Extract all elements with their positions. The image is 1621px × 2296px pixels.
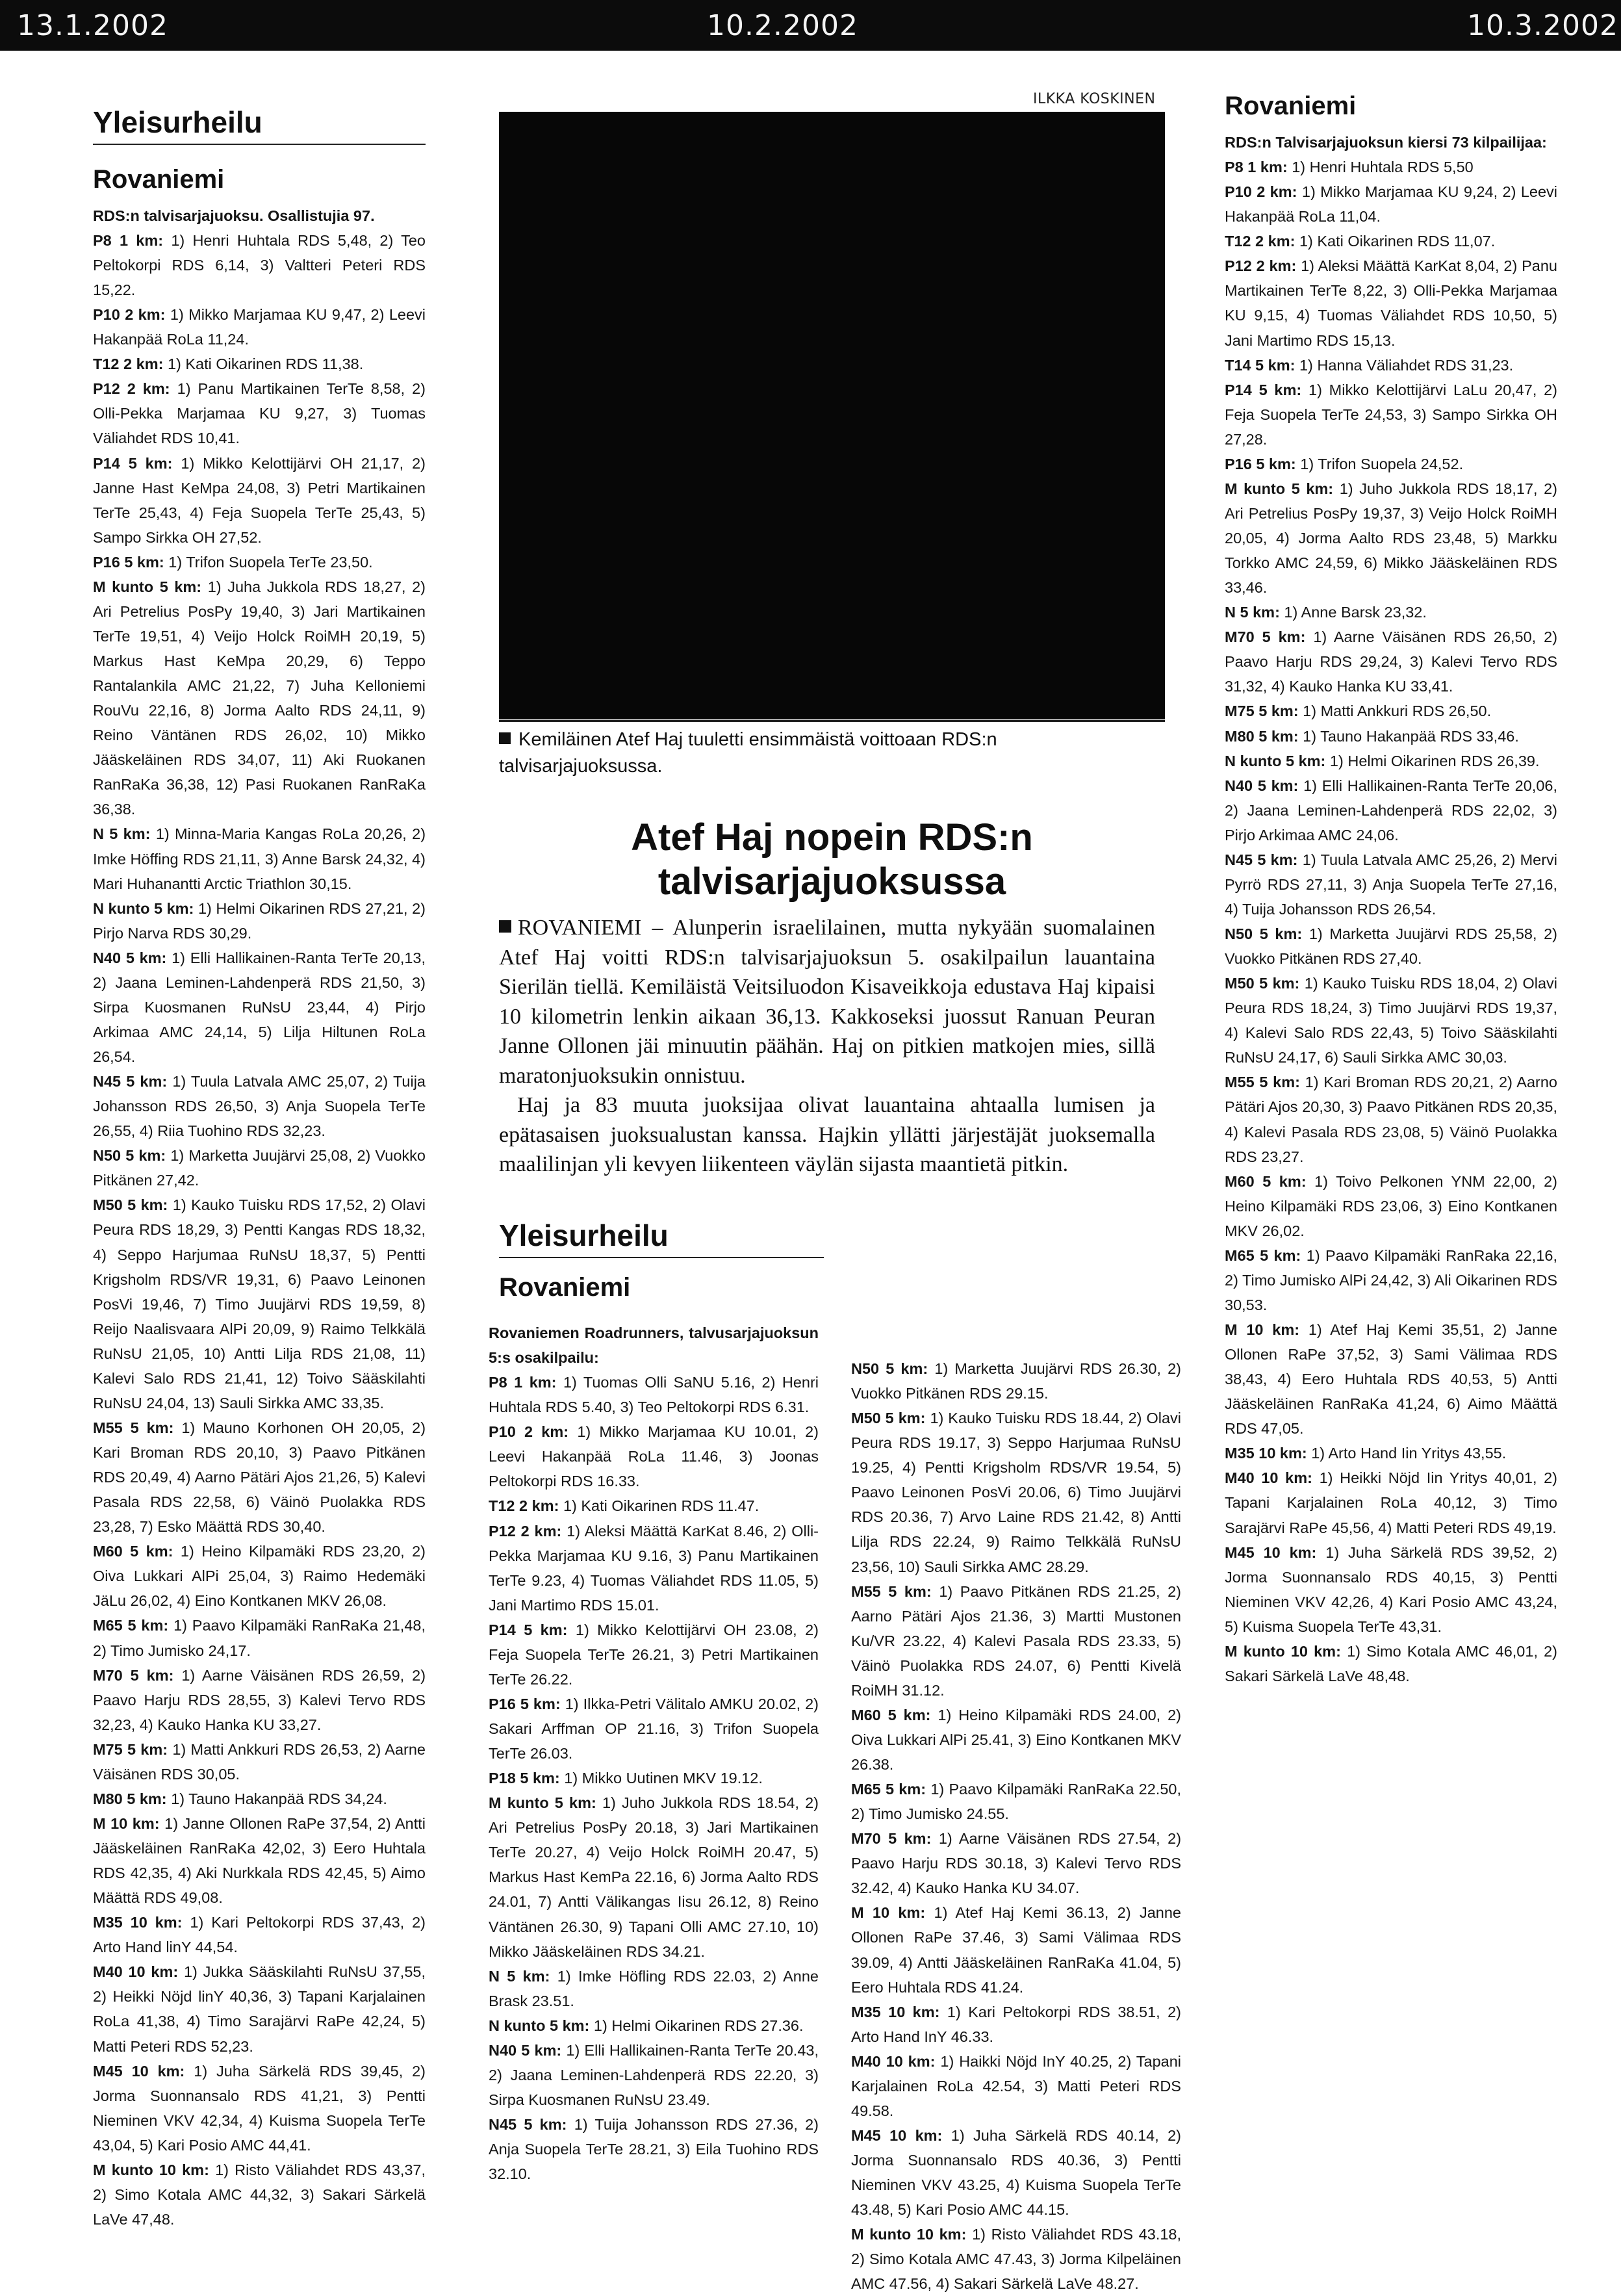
result-class-label: N kunto 5 km: <box>489 2017 590 2034</box>
result-class-label: M60 5 km: <box>1225 1172 1307 1190</box>
result-text: 1) Atef Haj Kemi 36.13, 2) Janne Ollonen RaPe 37.46, 3) Sami Välimaa RDS 39.09, 4) Antti Jääskeläinen RanRaKa 41.04, 5) Eero Huhtala RDS 41.24. <box>851 1904 1182 1996</box>
middle-results-b-list <box>851 1356 1181 2296</box>
result-entry <box>93 1786 426 1811</box>
result-text: 1) Kari Peltokorpi RDS 38.51, 2) Arto Hand InY 46.33. <box>851 2003 1182 2045</box>
result-entry <box>1225 699 1557 723</box>
result-entry <box>851 1900 1181 1999</box>
result-entry <box>489 2038 819 2112</box>
result-entry <box>489 1370 819 1419</box>
result-class-label: M65 5 km: <box>93 1617 169 1634</box>
result-entry <box>1225 847 1557 922</box>
result-text: 1) Kati Oikarinen RDS 11.47. <box>563 1497 759 1515</box>
result-entry <box>851 1703 1181 1777</box>
result-text: 1) Elli Hallikainen-Ranta TerTe 20.43, 2) Jaana Leminen-Lahdenperä RDS 22.20, 3) Sirpa Kuosmanen RuNsU 23.49. <box>489 2041 819 2108</box>
result-text: 1) Juho Jukkola RDS 18,17, 2) Ari Petrelius PosPy 19,37, 3) Veijo Holck RoiMH 20,05, 4) Jorma Aalto RDS 23,48, 5) Markku Torkko AMC 24,59, 6) Mikko Jääskeläinen RDS 33,46. <box>1225 480 1558 597</box>
result-text: 1) Jukka Sääskilahti RuNsU 37,55, 2) Heikki Nöjd linY 40,36, 3) Tapani Karjalainen RoLa 41,38, 4) Timo Sarajärvi RaPe 42,24, 5) Matti Peteri RDS 52,23. <box>93 1963 426 2055</box>
result-class-label: M kunto 10 km: <box>851 2226 967 2243</box>
result-entry <box>93 1539 426 1613</box>
result-class-label: P18 5 km: <box>489 1770 560 1787</box>
result-entry <box>1225 1317 1557 1441</box>
result-text: 1) Arto Hand Iin Yritys 43,55. <box>1311 1445 1507 1462</box>
result-text: 1) Tauno Hakanpää RDS 33,46. <box>1303 727 1519 745</box>
result-entry <box>489 1493 819 1518</box>
middle-results-b-column <box>851 1356 1181 2296</box>
result-entry <box>93 550 426 574</box>
result-entry <box>1225 625 1557 699</box>
result-class-label: M 10 km: <box>93 1814 160 1832</box>
article-body <box>499 913 1155 1180</box>
result-entry <box>1225 600 1557 625</box>
result-text: 1) Anne Barsk 23,32. <box>1284 604 1427 621</box>
result-entry <box>93 1613 426 1662</box>
result-class-label: P16 5 km: <box>1225 455 1296 472</box>
result-entry <box>93 1811 426 1910</box>
result-entry <box>93 2158 426 2232</box>
middle-section-rule <box>499 1257 824 1258</box>
result-class-label: N40 5 km: <box>489 2041 562 2059</box>
result-text: 1) Helmi Oikarinen RDS 27.36. <box>593 2017 804 2034</box>
result-text: 1) Matti Ankkuri RDS 26,50. <box>1303 703 1492 720</box>
result-entry <box>1225 1243 1557 1317</box>
result-entry <box>851 2222 1181 2296</box>
result-class-label: M 10 km: <box>851 1904 926 1922</box>
result-entry <box>1225 1070 1557 1168</box>
result-class-label: P16 5 km: <box>489 1695 561 1712</box>
result-class-label: M40 10 km: <box>1225 1469 1312 1487</box>
result-entry <box>93 1910 426 1959</box>
article-paragraph-1: ROVANIEMI – Alunperin israelilainen, mutta nykyään suomalainen Atef Haj voitti RDS:n talvisarjajuoksun 5. osakilpailun lauantaina Sierilän tiellä. Kemiläistä Veitsiluodon Kisaveikkoja edustava Haj kipaisi 10 kilometrin lenkin aikaan 36,13. Kakkoseksi juossut Ranuan Peuran Janne Ollonen jäi minuutin päähän. Haj on pitkien matkojen mies, sillä maratonjuoksukin onnistuu. <box>499 916 1155 1088</box>
result-class-label: M55 5 km: <box>851 1582 932 1600</box>
result-text: 1) Trifon Suopela TerTe 23,50. <box>168 553 373 571</box>
result-class-label: M65 5 km: <box>851 1781 926 1798</box>
result-entry <box>1225 155 1557 179</box>
result-class-label: P8 1 km: <box>489 1374 557 1391</box>
result-entry <box>93 1069 426 1143</box>
result-entry <box>93 1737 426 1786</box>
result-text: 1) Heikki Nöjd Iin Yritys 40,01, 2) Tapani Karjalainen RoLa 40,12, 3) Timo Sarajärvi RaPe 45,56, 4) Matti Peteri RDS 49,19. <box>1225 1469 1558 1536</box>
result-text: 1) Kati Oikarinen RDS 11,07. <box>1299 233 1496 250</box>
result-text: RDS:n talvisarjajuoksu. Osallistujia 97. <box>93 207 375 224</box>
result-entry <box>489 2013 819 2038</box>
result-entry <box>489 1618 819 1692</box>
result-text: 1) Hanna Väliahdet RDS 31,23. <box>1299 356 1514 374</box>
result-class-label: N 5 km: <box>1225 604 1280 621</box>
result-class-label: N 5 km: <box>93 825 151 843</box>
result-class-label: P16 5 km: <box>93 553 164 571</box>
result-class-label: M kunto 5 km: <box>1225 480 1334 497</box>
middle-results-a-column <box>489 1321 819 2186</box>
result-class-label: T12 2 km: <box>489 1497 559 1515</box>
result-class-label: M80 5 km: <box>93 1790 167 1807</box>
result-entry <box>93 1415 426 1539</box>
result-text: 1) Mikko Marjamaa KU 9,24, 2) Leevi Hakanpää RoLa 11,04. <box>1225 183 1558 226</box>
result-text: 1) Minna-Maria Kangas RoLa 20,26, 2) Imke Höffing RDS 21,11, 3) Anne Barsk 24,32, 4) Mari Huhanantti Arctic Triathlon 30,15. <box>93 825 426 892</box>
result-entry <box>1225 1465 1557 1540</box>
result-entry <box>1225 452 1557 476</box>
result-entry <box>489 1519 819 1618</box>
result-text: 1) Kari Peltokorpi RDS 37,43, 2) Arto Hand linY 44,54. <box>93 1914 426 1956</box>
result-entry <box>93 574 426 822</box>
result-text: 1) Simo Kotala AMC 46,01, 2) Sakari Särkelä LaVe 48,48. <box>1225 1642 1558 1684</box>
result-text: 1) Henri Huhtala RDS 5,48, 2) Teo Peltokorpi RDS 6,14, 3) Valtteri Peteri RDS 15,22. <box>93 231 426 299</box>
result-class-label: M55 5 km: <box>1225 1074 1300 1091</box>
result-class-label: M75 5 km: <box>1225 703 1299 720</box>
result-entry <box>1225 253 1557 352</box>
result-entry <box>489 1321 819 1370</box>
result-text: 1) Kauko Tuisku RDS 18,04, 2) Olavi Peura RDS 18,24, 3) Timo Juujärvi RDS 19,37, 4) Kalevi Salo RDS 22,43, 5) Toivo Sääskilahti RuNsU 24,17, 6) Sauli Sirkka AMC 30,03. <box>1225 975 1557 1066</box>
result-class-label: M45 10 km: <box>1225 1543 1317 1561</box>
bullet-square-icon <box>499 920 511 933</box>
result-class-label: N 5 km: <box>489 1967 550 1985</box>
result-class-label: N50 5 km: <box>851 1360 928 1377</box>
result-class-label: M35 10 km: <box>93 1914 183 1931</box>
result-text: 1) Heino Kilpamäki RDS 23,20, 2) Oiva Lukkari AlPi 25,04, 3) Raimo Hedemäki JäLu 26,02, 4) Eino Kontkanen MKV 26,08. <box>93 1543 426 1610</box>
result-entry <box>851 1777 1181 1826</box>
result-entry <box>489 1790 819 1963</box>
result-entry <box>93 821 426 896</box>
result-entry <box>851 2000 1181 2049</box>
result-entry <box>1225 1169 1557 1243</box>
result-text: 1) Mauno Korhonen OH 20,05, 2) Kari Broman RDS 20,10, 3) Paavo Pitkänen RDS 20,49, 4) Aarno Pätäri Ajos 21,26, 5) Kalevi Pasala RDS 22,58, 6) Väinö Puolakka RDS 23,28, 7) Esko Määttä RDS 30,40. <box>93 1419 426 1536</box>
result-entry <box>1225 773 1557 847</box>
result-entry <box>93 352 426 376</box>
result-text: 1) Marketta Juujärvi RDS 25,58, 2) Vuokko Pitkänen RDS 27,40. <box>1225 925 1557 968</box>
result-class-label: M70 5 km: <box>851 1830 932 1848</box>
result-text: 1) Tauno Hakanpää RDS 34,24. <box>171 1790 387 1807</box>
result-text: 1) Janne Ollonen RaPe 37,54, 2) Antti Jääskeläinen RanRaKa 42,02, 3) Eero Huhtala RDS 42,35, 4) Aki Nurkkala RDS 42,45, 5) Aimo Määttä RDS 49,08. <box>93 1814 426 1907</box>
result-entry <box>93 1959 426 2058</box>
result-class-label: M80 5 km: <box>1225 727 1299 745</box>
result-text: 1) Aleksi Määttä KarKat 8.46, 2) Olli-Pekka Marjamaa KU 9.16, 3) Panu Martikainen TerTe 9.23, 4) Tuomas Väliahdet RDS 11.05, 5) Jani Martimo RDS 15.01. <box>489 1522 819 1614</box>
result-text: 1) Henri Huhtala RDS 5,50 <box>1292 159 1474 176</box>
result-entry <box>851 2123 1181 2222</box>
result-entry <box>1225 179 1557 229</box>
result-entry <box>93 1663 426 1737</box>
result-text: 1) Paavo Kilpamäki RanRaKa 21,48, 2) Timo Jumisko 24,17. <box>93 1617 426 1659</box>
result-entry <box>93 1143 426 1193</box>
result-class-label: M60 5 km: <box>851 1706 931 1723</box>
result-text: 1) Mikko Kelottijärvi OH 21,17, 2) Janne Hast KeMpa 24,08, 3) Petri Martikainen TerTe 25,43, 4) Feja Suopela TerTe 25,43, 5) Sampo Sirkka OH 27,52. <box>93 454 426 546</box>
result-text: 1) Elli Hallikainen-Ranta TerTe 20,06, 2) Jaana Leminen-Lahdenperä RDS 22,02, 3) Pirjo Arkimaa AMC 24,06. <box>1225 777 1558 844</box>
result-entry <box>851 1406 1181 1579</box>
result-text: 1) Haikki Nöjd InY 40.25, 2) Tapani Karjalainen RoLa 42.54, 3) Matti Peteri RDS 49.58. <box>851 2052 1182 2119</box>
result-text: 1) Juha Särkelä RDS 39,45, 2) Jorma Suonnansalo RDS 41,21, 3) Pentti Nieminen VKV 42,34, 4) Kuisma Suopela TerTe 43,04, 5) Kari Posio AMC 44,41. <box>93 2062 426 2154</box>
result-class-label: P8 1 km: <box>93 231 164 249</box>
result-entry <box>851 1826 1181 1900</box>
result-class-label: M kunto 10 km: <box>1225 1642 1341 1660</box>
result-text: 1) Aarne Väisänen RDS 27.54, 2) Paavo Harju RDS 30.18, 3) Kalevi Tervo RDS 32.42, 4) Kauko Hanka KU 34.07. <box>851 1830 1182 1897</box>
right-city-title: Rovaniemi <box>1225 92 1357 120</box>
result-class-label: M40 10 km: <box>851 2052 936 2070</box>
result-text: 1) Juha Särkelä RDS 40.14, 2) Jorma Suonnansalo RDS 40.36, 3) Pentti Nieminen VKV 43.25, 4) Kuisma Suopela TerTe 43.48, 5) Kari Posio AMC 44.15. <box>851 2126 1182 2219</box>
result-class-label: P14 5 km: <box>489 1621 568 1638</box>
result-class-label: P10 2 km: <box>93 306 166 324</box>
result-text: 1) Marketta Juujärvi 25,08, 2) Vuokko Pitkänen 27,42. <box>93 1147 426 1189</box>
result-entry <box>1225 229 1557 253</box>
result-text: 1) Helmi Oikarinen RDS 27,21, 2) Pirjo Narva RDS 30,29. <box>93 899 426 942</box>
result-text: Rovaniemen Roadrunners, talvusarjajuoksun 5:s osakilpailu: <box>489 1324 819 1367</box>
result-text: 1) Helmi Oikarinen RDS 26,39. <box>1329 752 1540 769</box>
left-section-rule <box>93 144 426 145</box>
result-text: 1) Paavo Pitkänen RDS 21.25, 2) Aarno Pätäri Ajos 21.36, 3) Martti Mustonen Ku/VR 23.22, 4) Kalevi Pasala RDS 23.33, 5) Väinö Puolakka RDS 24.07, 6) Pentti Kivelä RoiMH 31.12. <box>851 1582 1182 1699</box>
result-text: 1) Mikko Kelottijärvi LaLu 20,47, 2) Feja Suopela TerTe 24,53, 3) Sampo Sirkka OH 27,28. <box>1225 381 1558 448</box>
middle-section-header <box>499 1219 824 1311</box>
result-text: 1) Mikko Uutinen MKV 19.12. <box>564 1770 763 1787</box>
result-entry <box>489 1766 819 1790</box>
result-entry <box>1225 378 1557 452</box>
middle-city-title: Rovaniemi <box>499 1272 631 1302</box>
result-text: 1) Kauko Tuisku RDS 18.44, 2) Olavi Peura RDS 19.17, 3) Seppo Harjumaa RuNsU 19.25, 4) Pentti Krigsholm RDS/VR 19.54, 5) Paavo Leinonen PosVi 20.06, 6) Timo Juujärvi RDS 20.36, 7) Arvo Laine RDS 21.42, 8) Antti Lilja RDS 22.24, 9) Raimo Telkkälä RuNsU 23,56, 10) Sauli Sirkka AMC 28.29. <box>851 1410 1181 1575</box>
result-text: 1) Tuija Johansson RDS 27.36, 2) Anja Suopela TerTe 28.21, 3) Eila Tuohino RDS 32.10. <box>489 2116 819 2183</box>
result-class-label: P8 1 km: <box>1225 159 1288 176</box>
result-text: 1) Elli Hallikainen-Ranta TerTe 20,13, 2) Jaana Leminen-Lahdenperä RDS 21,50, 3) Sirpa Kuosmanen RuNsU 23,44, 4) Pirjo Arkimaa AMC 24,14, 5) Lilja Hiltunen RoLa 26,54. <box>93 949 426 1066</box>
left-section-title: Yleisurheilu <box>93 105 262 139</box>
result-text: 1) Tuula Latvala AMC 25,26, 2) Mervi Pyrrö RDS 27,11, 3) Anja Suopela TerTe 27,16, 4) Tuija Johansson RDS 26,54. <box>1225 851 1558 918</box>
result-class-label: N kunto 5 km: <box>93 899 194 917</box>
result-entry <box>851 1356 1181 1406</box>
result-entry <box>1225 1441 1557 1465</box>
news-photo <box>499 112 1165 719</box>
result-entry <box>1225 971 1557 1070</box>
result-class-label: P12 2 km: <box>1225 257 1297 275</box>
result-text: 1) Juha Särkelä RDS 39,52, 2) Jorma Suonnansalo RDS 40,15, 3) Pentti Nieminen VKV 42,26, 4) Kari Posio AMC 43,24, 5) Kuisma Suopela TerTe 43,31. <box>1225 1543 1558 1635</box>
result-entry <box>1225 922 1557 971</box>
result-text: 1) Tuula Latvala AMC 25,07, 2) Tuija Johansson RDS 26,50, 3) Anja Suopela TerTe 26,55, 4) Riia Tuohino RDS 32,23. <box>93 1073 426 1140</box>
result-class-label: RDS:n Talvisarjajuoksun kiersi 73 kilpailijaa: <box>1225 134 1547 151</box>
result-class-label: N40 5 km: <box>93 949 167 966</box>
result-class-label: M45 10 km: <box>851 2126 943 2144</box>
result-text: 1) Mikko Kelottijärvi OH 23.08, 2) Feja Suopela TerTe 26.21, 3) Petri Martikainen TerTe 26.22. <box>489 1621 819 1688</box>
result-entry <box>1225 130 1557 155</box>
left-results-list <box>93 203 426 2232</box>
middle-section-title: Yleisurheilu <box>499 1219 669 1252</box>
result-text: 1) Toivo Pelkonen YNM 22,00, 2) Heino Kilpamäki RDS 23,06, 3) Eino Kontkanen MKV 26,02. <box>1225 1172 1557 1239</box>
result-entry <box>93 376 426 450</box>
result-entry <box>93 451 426 550</box>
result-text: 1) Risto Väliahdet RDS 43,37, 2) Simo Kotala AMC 44,32, 3) Sakari Särkelä LaVe 47,48. <box>93 2161 426 2228</box>
result-text: 1) Mikko Marjamaa KU 9,47, 2) Leevi Hakanpää RoLa 11,24. <box>93 306 426 348</box>
result-text: 1) Kari Broman RDS 20,21, 2) Aarno Pätäri Ajos 20,30, 3) Paavo Pitkänen RDS 20,35, 4) Kalevi Pasala RDS 23,08, 5) Väinö Puolakka RDS 23,27. <box>1225 1074 1557 1165</box>
result-text: 1) Paavo Kilpamäki RanRaKa 22.50, 2) Timo Jumisko 24.55. <box>851 1781 1182 1823</box>
result-class-label: M kunto 5 km: <box>489 1794 596 1812</box>
result-class-label: T12 2 km: <box>1225 233 1296 250</box>
result-class-label: N45 5 km: <box>1225 851 1298 868</box>
result-entry <box>1225 1639 1557 1688</box>
result-text: 1) Aarne Väisänen RDS 26,59, 2) Paavo Harju RDS 28,55, 3) Kalevi Tervo RDS 32,23, 4) Kauko Hanka KU 33,27. <box>93 1666 426 1733</box>
result-text: 1) Aleksi Määttä KarKat 8,04, 2) Panu Martikainen TerTe 8,22, 3) Olli-Pekka Marjamaa KU 9,15, 4) Tuomas Väliahdet RDS 10,50, 5) Jani Martimo RDS 15,13. <box>1225 257 1557 349</box>
result-class-label: P12 2 km: <box>489 1522 562 1540</box>
date-mar: 10.3.2002 <box>1467 9 1618 42</box>
article-paragraph-2: Haj ja 83 muuta juoksijaa olivat lauantaina ahtaalla lumisen ja epätasaisen juoksualustan kanssa. Hajkin yllätti järjestäjät juoksemalla maalilinjan yli kevyen liikenteen väylän sijasta maantietä pitkin. <box>499 1093 1155 1177</box>
result-entry <box>1225 476 1557 600</box>
result-entry <box>851 1579 1181 1703</box>
result-entry <box>93 228 426 302</box>
caption-text: Kemiläinen Atef Haj tuuletti ensimmäistä voittoaan RDS:n talvisarjajuoksussa. <box>499 729 997 777</box>
right-column <box>1225 91 1557 1688</box>
photo-bottom-rule <box>499 720 1165 722</box>
result-text: 1) Risto Väliahdet RDS 43.18, 2) Simo Kotala AMC 47.43, 3) Jorma Kilpeläinen AMC 47.56, 4) Sakari Särkelä LaVe 48.27. <box>851 2226 1182 2293</box>
result-class-label: M35 10 km: <box>1225 1445 1307 1462</box>
result-class-label: M60 5 km: <box>93 1543 173 1560</box>
result-class-label: P10 2 km: <box>489 1423 569 1441</box>
result-text: 1) Kati Oikarinen RDS 11,38. <box>167 355 364 373</box>
result-class-label: M70 5 km: <box>1225 628 1306 646</box>
result-class-label: M40 10 km: <box>93 1963 179 1981</box>
result-class-label: M 10 km: <box>1225 1321 1300 1338</box>
result-entry <box>1225 1540 1557 1639</box>
result-class-label: M35 10 km: <box>851 2003 940 2020</box>
result-text: 1) Kauko Tuisku RDS 17,52, 2) Olavi Peura RDS 18,29, 3) Pentti Kangas RDS 18,32, 4) Seppo Harjumaa RuNsU 18,37, 5) Pentti Krigsholm RDS/VR 19,31, 6) Paavo Leinonen PosVi 19,46, 7) Timo Juujärvi RDS 19,59, 8) Reijo Naalisvaara AlPi 20,09, 9) Raimo Telkkälä RuNsU 21,05, 10) Antti Lilja RDS 21,08, 11) Kalevi Salo RDS 21,41, 12) Toivo Sääskilahti RuNsU 24,04, 13) Sauli Sirkka AMC 33,35. <box>93 1196 426 1412</box>
result-class-label: T14 5 km: <box>1225 356 1296 374</box>
article-headline: Atef Haj nopein RDS:n talvisarjajuoksussa <box>631 816 1033 903</box>
result-text: 1) Panu Martikainen TerTe 8,58, 2) Olli-Pekka Marjamaa KU 9,27, 3) Tuomas Väliahdet RDS 10,41. <box>93 380 426 447</box>
result-class-label: T12 2 km: <box>93 355 164 373</box>
result-class-label: M kunto 10 km: <box>93 2161 209 2178</box>
photo-caption <box>499 727 1162 780</box>
result-text: 1) Mikko Marjamaa KU 10.01, 2) Leevi Hakanpää RoLa 11.46, 3) Joonas Peltokorpi RDS 16.33. <box>489 1423 819 1490</box>
result-entry <box>489 1419 819 1493</box>
result-text: 1) Matti Ankkuri RDS 26,53, 2) Aarne Väisänen RDS 30,05. <box>93 1740 426 1783</box>
result-class-label: N50 5 km: <box>1225 925 1303 942</box>
result-class-label: M50 5 km: <box>1225 975 1300 992</box>
middle-results-a-list <box>489 1321 819 2186</box>
result-class-label: M50 5 km: <box>93 1196 168 1214</box>
result-entry <box>93 896 426 946</box>
result-entry <box>1225 724 1557 749</box>
result-text: 1) Atef Haj Kemi 35,51, 2) Janne Ollonen RaPe 37,52, 3) Sami Välimaa RDS 38,43, 4) Eero Huhtala RDS 40,53, 5) Antti Jääskeläinen RanRaKa 41,24, 6) Aimo Määttä RDS 47,05. <box>1225 1321 1557 1438</box>
result-text: 1) Heino Kilpamäki RDS 24.00, 2) Oiva Lukkari AlPi 25.41, 3) Eino Kontkanen MKV 26.38. <box>851 1706 1182 1773</box>
result-entry <box>93 203 426 228</box>
result-class-label: M50 5 km: <box>851 1410 926 1427</box>
result-class-label: N45 5 km: <box>489 2116 567 2133</box>
result-class-label: N45 5 km: <box>93 1073 168 1090</box>
result-class-label: P14 5 km: <box>93 454 173 472</box>
result-class-label: M45 10 km: <box>93 2062 185 2080</box>
result-text: 1) Aarne Väisänen RDS 26,50, 2) Paavo Harju RDS 29,24, 3) Kalevi Tervo RDS 31,32, 4) Kauko Hanka KU 33,41. <box>1225 628 1558 695</box>
date-feb: 10.2.2002 <box>707 9 858 42</box>
result-text: 1) Ilkka-Petri Välitalo AMKU 20.02, 2) Sakari Arffman OP 21.16, 3) Trifon Suopela TerTe 26.03. <box>489 1695 819 1762</box>
result-text: 1) Imke Höfling RDS 22.03, 2) Anne Brask 23.51. <box>489 1967 819 2009</box>
result-class-label: P14 5 km: <box>1225 381 1302 398</box>
result-text: 1) Juho Jukkola RDS 18.54, 2) Ari Petrelius PosPy 20.18, 3) Jari Martikainen TerTe 20.27, 4) Veijo Holck RoiMH 20.47, 5) Markus Hast KemPa 22.16, 6) Jorma Aalto RDS 24.01, 7) Antti Välikangas Iisu 26.12, 8) Reino Väntänen 26.30, 9) Tapani Olli AMC 27.10, 10) Mikko Jääskeläinen RDS 34.21. <box>489 1794 819 1960</box>
result-entry <box>489 1964 819 2013</box>
result-entry <box>93 946 426 1069</box>
result-text: 1) Marketta Juujärvi RDS 26.30, 2) Vuokko Pitkänen RDS 29.15. <box>851 1360 1181 1402</box>
result-text: 1) Trifon Suopela 24,52. <box>1300 455 1464 472</box>
date-jan: 13.1.2002 <box>17 9 168 42</box>
result-class-label: M75 5 km: <box>93 1740 168 1758</box>
result-class-label: N40 5 km: <box>1225 777 1299 794</box>
result-entry <box>93 2059 426 2158</box>
bullet-square-icon <box>499 732 511 744</box>
photo-credit: ILKKA KOSKINEN <box>1033 91 1156 107</box>
result-entry <box>851 2049 1181 2123</box>
result-entry <box>93 302 426 352</box>
right-results-list <box>1225 130 1557 1688</box>
result-class-label: N50 5 km: <box>93 1147 166 1165</box>
result-entry <box>1225 353 1557 378</box>
result-entry <box>1225 749 1557 773</box>
result-text: 1) Tuomas Olli SaNU 5.16, 2) Henri Huhtala RDS 5.40, 3) Teo Peltokorpi RDS 6.31. <box>489 1374 819 1416</box>
result-class-label: M70 5 km: <box>93 1666 174 1684</box>
result-text: 1) Juha Jukkola RDS 18,27, 2) Ari Petrelius PosPy 19,40, 3) Jari Martikainen TerTe 19,51, 4) Veijo Holck RoiMH 20,19, 5) Markus Hast KeMpa 20,29, 6) Teppo Rantalankila AMC 21,22, 7) Juha Kelloniemi RouVu 22,16, 8) Jorma Aalto RDS 24,11, 9) Reino Väntänen RDS 26,02, 10) Mikko Jääskeläinen RDS 34,07, 11) Aki Ruokanen RanRaKa 36,38, 12) Pasi Ruokanen RanRaKa 36,38. <box>93 578 426 818</box>
result-text: 1) Paavo Kilpamäki RanRaka 22,16, 2) Timo Jumisko AlPi 24,42, 3) Ali Oikarinen RDS 30,53. <box>1225 1246 1558 1313</box>
result-class-label: M55 5 km: <box>93 1419 174 1436</box>
left-column <box>93 105 426 2232</box>
result-entry <box>489 2112 819 2186</box>
result-class-label: M65 5 km: <box>1225 1246 1301 1264</box>
result-class-label: M kunto 5 km: <box>93 578 202 595</box>
result-class-label: P10 2 km: <box>1225 183 1297 201</box>
result-class-label: N kunto 5 km: <box>1225 752 1326 769</box>
result-entry <box>489 1692 819 1766</box>
result-class-label: P12 2 km: <box>93 380 170 398</box>
left-city-title: Rovaniemi <box>93 164 225 194</box>
result-entry <box>93 1193 426 1415</box>
